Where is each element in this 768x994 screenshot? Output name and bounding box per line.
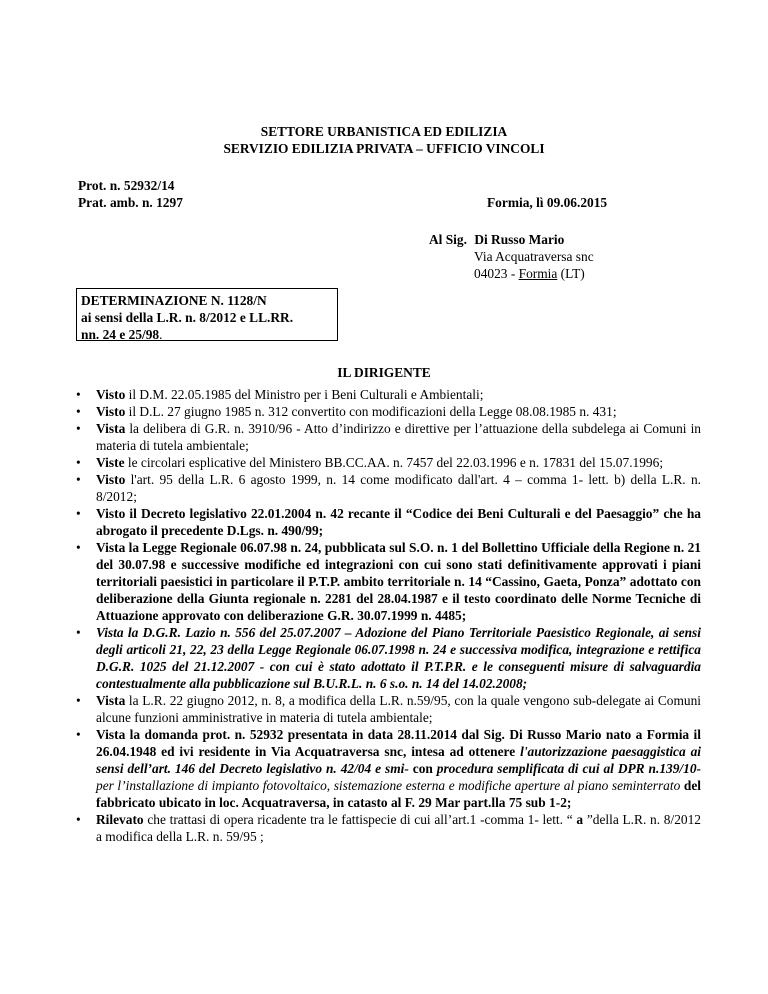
recipient-name: Di Russo Mario	[474, 232, 565, 247]
header-service: SERVIZIO EDILIZIA PRIVATA – UFFICIO VINCOLI	[223, 141, 545, 156]
bullet-icon: •	[76, 404, 81, 419]
bullet-icon: •	[76, 625, 81, 640]
protocol-number: Prot. n. 52932/14	[78, 178, 175, 193]
list-item: • Visto il Decreto legislativo 22.01.2004 n. 42 recante il “Codice dei Beni Culturali e del Paesaggio” che ha abrogato il precedente D.Lgs. n. 490/99;	[76, 506, 701, 538]
determination-box: DETERMINAZIONE N. 1128/N ai sensi della L.R. n. 8/2012 e LL.RR. nn. 24 e 25/98.	[76, 288, 338, 341]
section-title: IL DIRIGENTE	[337, 365, 431, 380]
premises-list	[78, 386, 701, 845]
list-item: • Visto il D.L. 27 giugno 1985 n. 312 convertito con modificazioni della Legge 08.08.1985 n. 431;	[76, 404, 617, 419]
recipient-cap: 04023 -	[474, 266, 519, 281]
recipient-block	[429, 231, 594, 282]
bullet-icon: •	[76, 455, 81, 470]
list-item: • Visto l'art. 95 della L.R. 6 agosto 1999, n. 14 come modificato dall'art. 4 – comma 1- lett. b) della L.R. n. 8/2012;	[76, 472, 701, 504]
list-item: • Vista la Legge Regionale 06.07.98 n. 24, pubblicata sul S.O. n. 1 del Bollettino Ufficiale della Regione n. 21 del 30.07.98 e successive modifiche ed integrazioni con cui sono stati definitivamente approvati i piani territoriali paesistici in particolare il P.T.P. ambito territoriale n. 14 “Cassino, Gaeta, Ponza” adottato con deliberazione della Giunta regionale n. 2281 del 28.04.1987 e il testo coordinato delle Norme Tecniche di Attuazione approvato con deliberazione G.R. 30.07.1999 n. 4485;	[76, 540, 701, 623]
bullet-icon: •	[76, 540, 81, 555]
bullet-icon: •	[76, 812, 81, 827]
header-sector: SETTORE URBANISTICA ED EDILIZIA	[260, 124, 508, 139]
practice-number: Prat. amb. n. 1297	[78, 195, 183, 210]
recipient-city-line	[429, 265, 594, 282]
bullet-icon: •	[76, 472, 81, 487]
recipient-city: Formia	[518, 266, 558, 281]
bullet-icon: •	[76, 506, 81, 521]
place-date: Formia, lì 09.06.2015	[487, 195, 608, 210]
list-item: • Vista la D.G.R. Lazio n. 556 del 25.07.2007 – Adozione del Piano Territoriale Paesistico Regionale, ai sensi degli articoli 21, 22, 23 della Legge Regionale 06.07.1998 n. 24 e successiva modifica, integrazione e rettifica D.G.R. 1025 del 21.12.2007 - con cui è stato adottato il P.T.P.R. e le conseguenti misure di salvaguardia contestualmente alla pubblicazione sul B.U.R.L. n. 6 s.o. n. 14 del 14.02.2008;	[76, 625, 701, 691]
list-item: • Viste le circolari esplicative del Ministero BB.CC.AA. n. 7457 del 22.03.1996 e n. 17831 del 15.07.1996;	[76, 455, 664, 470]
bullet-icon: •	[76, 421, 81, 436]
bullet-icon: •	[76, 693, 81, 708]
list-item: • Vista la L.R. 22 giugno 2012, n. 8, a modifica della L.R. n.59/95, con la quale vengono sub-delegate ai Comuni alcune funzioni amministrative in materia di tutela ambientale;	[76, 693, 701, 725]
list-item: • Vista la delibera di G.R. n. 3910/96 - Atto d’indirizzo e direttive per l’attuazione della subdelega ai Comuni in materia di tutela ambientale;	[76, 421, 701, 453]
determination-legal-basis: ai sensi della L.R. n. 8/2012 e LL.RR.	[81, 310, 294, 325]
recipient-street: Via Acquatraversa snc	[474, 249, 594, 264]
list-item: • Vista la domanda prot. n. 52932 presentata in data 28.11.2014 dal Sig. Di Russo Mario nato a Formia il 26.04.1948 ed ivi residente in Via Acquatraversa snc, intesa ad ottenere l'autorizzazione paesaggistica ai sensi dell’art. 146 del Decreto legislativo n. 42/04 e smi- con procedura semplificata di cui al DPR n.139/10- per l’installazione di impianto fotovoltaico, sistemazione esterna e modifiche aperture al piano seminterrato del fabbricato ubicato in loc. Acquatraversa, in catasto al F. 29 Mar part.lla 75 sub 1-2;	[76, 727, 701, 810]
recipient-province: (LT)	[557, 266, 585, 281]
list-item: • Rilevato che trattasi di opera ricadente tra le fattispecie di cui all’art.1 -comma 1- lett. “ a ”della L.R. n. 8/2012 a modifica della L.R. n. 59/95 ;	[76, 812, 701, 844]
bullet-icon: •	[76, 387, 81, 402]
list-item: • Visto il D.M. 22.05.1985 del Ministro per i Beni Culturali e Ambientali;	[76, 387, 484, 402]
determination-number: DETERMINAZIONE N. 1128/N	[81, 293, 267, 308]
determination-laws: nn. 24 e 25/98	[81, 327, 160, 342]
recipient-prefix: Al Sig.	[429, 232, 467, 247]
bullet-icon: •	[76, 727, 81, 742]
